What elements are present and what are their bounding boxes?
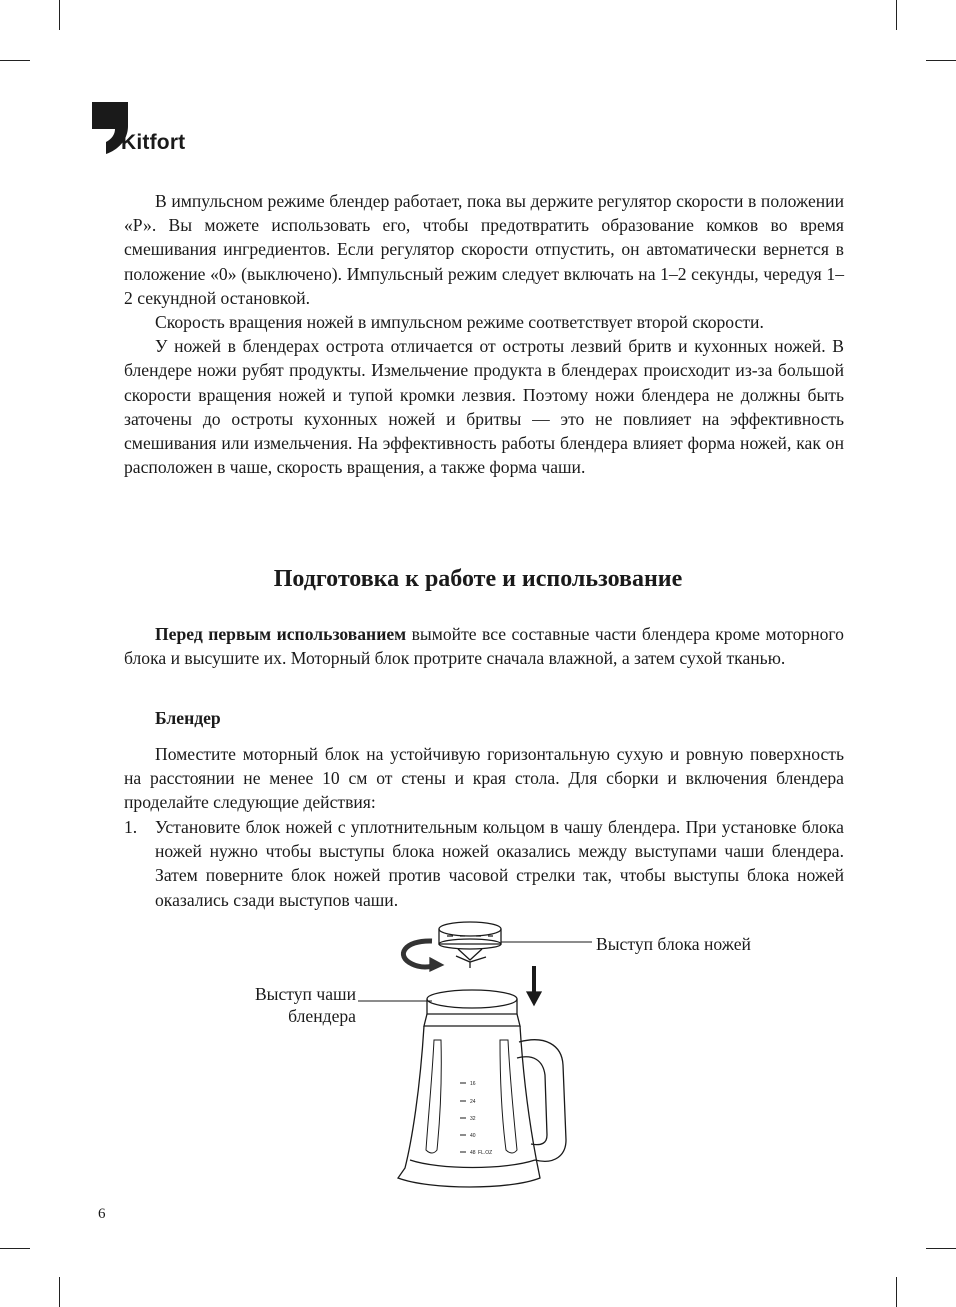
blade-callout: Выступ блока ножей bbox=[596, 934, 751, 954]
list-number: 1. bbox=[124, 817, 138, 837]
first-use-rest: вымойте все составные части блендера кроме моторного блока и высушите их. Моторный блок протрите сначала влажной, а затем сухой тканью. bbox=[124, 624, 844, 669]
scale-unit: FL.OZ bbox=[478, 1150, 493, 1156]
scale-label: 40 bbox=[470, 1133, 476, 1139]
paragraph: Скорость вращения ножей в импульсном режиме соответствует второй скорости. bbox=[155, 312, 764, 333]
paragraph: У ножей в блендерах острота отличается от остроты лезвий бритв и кухонных ножей. В блендере ножи рубят продукты. Измельчение продукта в блендерах происходит из-за большой скорости вращения ножей и тупой кромки лезвия. Поэтому ножи блендера не должны быть заточены до остроты кухонных ножей и бритвы — это не повлияет на эффективность смешивания или измельчения. На эффективность работы блендера влияет форма ножей, как он расположен в чаше, скорость вращения, а также форма чаши. bbox=[124, 336, 844, 478]
jar-callout bbox=[200, 983, 356, 1027]
paragraph: В импульсном режиме блендер работает, пока вы держите регулятор скорости в положении «Р». Вы можете использовать его, чтобы предотвратить образование комков во время смешивания ингредиентов. Если регулятор скорости отпустить, он автоматически вернется в положение «0» (выключено). Импульсный режим следует включать на 1–2 секунды, чередуя 1–2 секундной остановкой. bbox=[124, 191, 844, 308]
scale-label: 32 bbox=[470, 1116, 476, 1122]
blade-assembly-icon bbox=[439, 922, 501, 968]
first-use-bold: Перед первым использованием bbox=[155, 624, 407, 644]
paragraph: Поместите моторный блок на устойчивую горизонтальную сухую и ровную поверхность на расстоянии не менее 10 см от стены и края стола. Для сборки и включения блендера проделайте следующие действия: bbox=[124, 744, 844, 813]
subheading-blender: Блендер bbox=[155, 708, 221, 728]
scale-label: 48 bbox=[470, 1150, 476, 1156]
jar-callout-line: Выступ чаши bbox=[254, 984, 356, 1004]
brand-name: Kitfort bbox=[121, 131, 186, 154]
scale-label: 16 bbox=[470, 1081, 476, 1087]
jar-callout-line: блендера bbox=[288, 1006, 356, 1026]
list-text: Установите блок ножей с уплотнительным кольцом в чашу блендера. При установке блока ножей нужно чтобы выступы блока ножей оказались между выступами чаши блендера. Затем поверните блок ножей против часовой стрелки так, чтобы выступы блока ножей оказались сзади выступов чаши. bbox=[155, 817, 844, 910]
scale-label: 24 bbox=[470, 1099, 476, 1105]
down-arrow-icon bbox=[527, 966, 541, 1005]
measurement-scale bbox=[460, 1083, 466, 1152]
page-number: 6 bbox=[98, 1206, 106, 1222]
section-title: Подготовка к работе и использование bbox=[273, 566, 683, 592]
blender-jar-icon bbox=[398, 990, 566, 1187]
